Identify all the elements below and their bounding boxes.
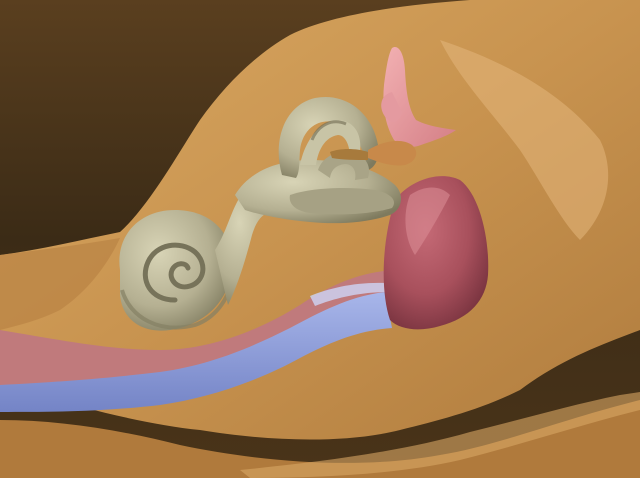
vestibule-lip — [290, 188, 394, 214]
cochlea — [119, 210, 232, 331]
stapes — [330, 149, 368, 160]
